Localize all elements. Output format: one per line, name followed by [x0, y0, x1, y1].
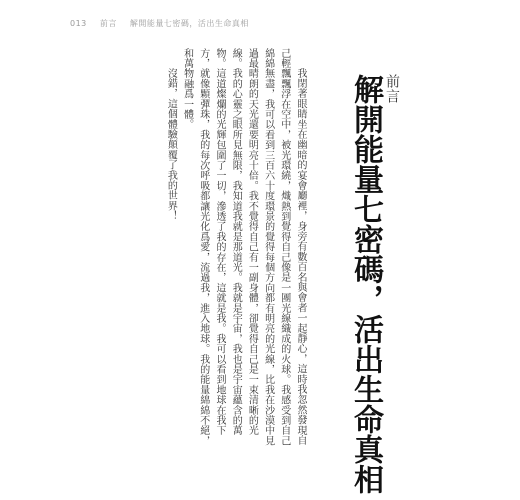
- section-label: 前言: [384, 74, 400, 104]
- body-paragraph: 沒錯，這個體驗顛覆了我的世界！: [165, 68, 177, 221]
- page-number: 013: [70, 19, 87, 28]
- chapter-title: 解開能量七密碼，活出生命真相: [348, 74, 383, 494]
- header-section: 前言: [99, 19, 117, 28]
- body-text: [162, 48, 308, 452]
- header-chapter: 解開能量七密碼，活出生命真相: [129, 19, 249, 28]
- body-paragraph: 我閉著眼睛坐在幽暗的宴會廳裡，身旁有數百名與會者一起靜心，這時我忽然發現自己輕飄飄浮在空中，被光環繞，熾熱到覺得自己像是一團光線織成的火球。我感受到自己綿綿無盡，我可以看到三百六十度環景的覺得每個方向都有明亮的光線，比我在沙漠中見過最晴朗的天光還要明亮十倍。我不覺得自己有一副身體，卻覺得自己是一束清晰的光線。我的心靈之眼所見無限，我知道我就是那道光。我就是宇宙，我也是宇宙蘊含的萬物。這道燦爛的光輝包圍了一切，滲透了我的存在，這就是我。我可以看到地球在我下方，就像顆彈珠，我的每次呼吸都讓光化爲愛，流過我，進入地球。我的能量綿綿不絕，和萬物融爲一體。: [181, 48, 306, 446]
- running-header: [70, 18, 259, 29]
